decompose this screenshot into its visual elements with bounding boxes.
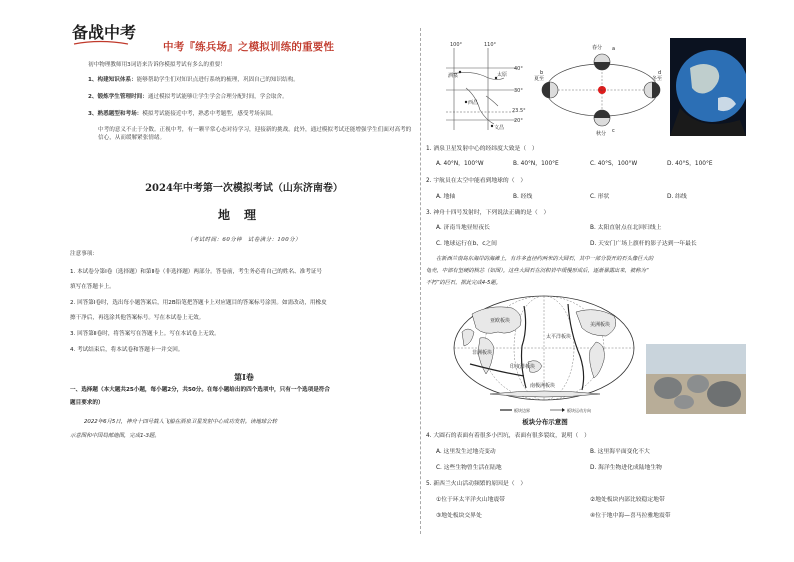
arrow-icon	[562, 408, 565, 412]
promo-closing: 中考的意义不止于分数。正视中考，有一颗平常心态对待学习，迎接新的挑战。此外，通过模拟考试还能增强学生们面对高考的信心，从而缓解紧张情绪。	[98, 127, 412, 141]
plate-label: 南极洲板块	[530, 383, 556, 389]
place-label: 酒泉	[448, 73, 459, 79]
section-instruction: 一、选择题（本大题共25小题，每小题2分，共50分。在每小题给出的四个选项中，只有一个选项是符合	[70, 387, 330, 393]
question-2-option-b[interactable]: B. 经线	[513, 194, 533, 200]
question-3-option-b[interactable]: B. 太阳直射点在北回归线上	[590, 225, 662, 231]
context2-paragraph-end: 不朽”的巨石，据此完成4-5题。	[426, 280, 501, 286]
promo-point-text: 模拟考试能接近中考，熟悉中考题型，感受考场氛围。	[142, 111, 277, 117]
china-map-figure	[446, 40, 530, 136]
promo-point-num: 1、	[88, 77, 98, 83]
legend-boundary: 板块边界	[514, 408, 530, 413]
question-1-option-c[interactable]: C. 40°S，100°W	[590, 161, 638, 167]
question-5-option-3[interactable]: ③地处板块交界处	[436, 513, 482, 519]
orbit-letter: d	[658, 70, 662, 76]
context2-paragraph-cont: 龟壳，中部有坚硬的核芯（如图）。这些大圆石在沉积岩中缓慢形成后，逐渐暴露出来，被称为“	[426, 268, 649, 274]
exam-title: 2024年中考第一次模拟考试（山东济南卷）	[145, 183, 343, 194]
question-2-option-a[interactable]: A. 地轴	[436, 194, 456, 200]
question-4-stem: 4. 大圆石的表面有着很多小凹坑，表面有很多裂纹，说明（ ）	[426, 433, 590, 439]
question-3-option-a[interactable]: A. 济南当地昼短夜长	[436, 225, 490, 231]
exam-meta: （考试时间：60分钟 试卷满分：100分）	[187, 237, 301, 243]
promo-point-text: 通过模拟考试能够让学生学会合理分配时间，学会取舍。	[147, 94, 288, 100]
earth-globe-icon	[594, 54, 610, 70]
logo-text: 备战中考	[72, 23, 137, 42]
earth-orbit-figure	[532, 40, 666, 136]
column-divider	[420, 28, 421, 534]
question-4-option-a[interactable]: A. 这里发生过地壳变动	[436, 449, 496, 455]
question-2-option-d[interactable]: D. 纬线	[667, 194, 687, 200]
exam-subject: 地理	[217, 208, 270, 222]
orbit-letter: c	[612, 128, 615, 134]
note-line: 4. 考试结束后，将本试卷和答题卡一并交回。	[70, 347, 184, 353]
boulder-beach-photo	[646, 344, 746, 414]
plate-distribution-map	[450, 292, 638, 416]
earth-photo	[670, 38, 746, 136]
figure2-caption: 板块分布示意图	[522, 418, 568, 426]
volume-heading: 第Ⅰ卷	[234, 372, 254, 382]
promo-point-lead: 构建知识体系：	[97, 77, 137, 83]
plate-label: 太平洋板块	[546, 334, 572, 340]
question-1-option-b[interactable]: B. 40°N，100°E	[513, 161, 559, 167]
context-paragraph: 2022年6月5日，神舟十四号载人飞船在酒泉卫星发射中心成功发射。读地球公转	[84, 419, 278, 425]
note-line: 1. 本试卷分第Ⅰ卷（选择题）和第Ⅱ卷（非选择题）两部分。答卷前，考生务必将自己的姓名、准考证号	[70, 269, 323, 275]
lat-label: 20°	[514, 118, 523, 124]
question-4-option-d[interactable]: D. 海洋生物进化成陆地生物	[590, 465, 662, 471]
question-5-option-2[interactable]: ②地处板块内部比较稳定地带	[590, 497, 665, 503]
earth-globe-icon	[542, 82, 558, 98]
notes-heading: 注意事项：	[70, 251, 98, 257]
orbit-letter: a	[612, 46, 616, 52]
plate-label: 印度洋板块	[510, 364, 536, 370]
promo-point-lead: 锻炼学生管理时间：	[97, 94, 148, 100]
note-line: 2. 回答第Ⅰ卷时，选出每小题答案后，用2B铅笔把答题卡上对应题目的答案标号涂黑。如需改动，用橡皮	[70, 300, 327, 306]
question-5-option-4[interactable]: ④位于地中海—喜马拉雅地震带	[590, 513, 671, 519]
place-label: 文昌	[494, 125, 505, 131]
promo-point-lead: 熟悉题型和考场：	[97, 111, 143, 117]
note-line: 擦干净后，再选涂其他答案标号。写在本试卷上无效。	[70, 315, 205, 321]
orbit-label: 冬至	[652, 76, 663, 82]
orbit-label: 春分	[592, 45, 603, 51]
lat-label: 40°	[514, 66, 523, 72]
plate-label: 亚欧板块	[490, 318, 511, 324]
context2-paragraph: 在新西兰南岛东海岸的海滩上，有许多直径约两米的大圆石，其中一部分裂开的石头像巨大的	[436, 256, 654, 262]
context-paragraph-cont: 示意图和中国局部地图，完成1-3题。	[70, 433, 160, 439]
question-2-stem: 2. 宇航员在太空中能看到地球的（ ）	[426, 178, 527, 184]
question-3-option-d[interactable]: D. 天安门广场上旗杆的影子达到一年最长	[590, 241, 697, 247]
question-1-stem: 1. 酒泉卫星发射中心的经纬度大致是（ ）	[426, 146, 538, 152]
question-4-option-b[interactable]: B. 这里海平面变化不大	[590, 449, 650, 455]
lon-label: 100°	[450, 42, 463, 48]
plate-label: 非洲板块	[472, 350, 493, 356]
question-5-option-1[interactable]: ①位于环太平洋火山地震带	[436, 497, 505, 503]
question-3-stem: 3. 神舟十四号发射时，下列说法正确的是（ ）	[426, 210, 550, 216]
promo-title: 中考『练兵场』之模拟训练的重要性	[163, 41, 335, 53]
note-line: 3. 回答第Ⅱ卷时，将答案写在答题卡上。写在本试卷上无效。	[70, 331, 220, 337]
section-instruction-cont: 题目要求的）	[70, 400, 104, 406]
earth-globe-icon	[594, 110, 610, 126]
orbit-label: 夏至	[534, 76, 545, 82]
question-5-stem: 5. 新西兰火山活动频繁的原因是（ ）	[426, 481, 527, 487]
lon-label: 110°	[484, 42, 497, 48]
question-1-option-d[interactable]: D. 40°S，100°E	[667, 161, 713, 167]
orbit-label: 秋分	[596, 131, 607, 136]
promo-point-num: 2、	[88, 94, 98, 100]
earth-globe-icon	[644, 82, 660, 98]
promo-point-num: 3、	[88, 111, 98, 117]
question-4-option-c[interactable]: C. 这些生物曾生活在陆地	[436, 465, 502, 471]
legend-direction: 板块运动方向	[567, 408, 591, 413]
orbit-letter: b	[540, 70, 544, 76]
place-label: 太原	[497, 72, 508, 78]
question-2-option-c[interactable]: C. 形状	[590, 194, 610, 200]
note-line: 填写在答题卡上。	[70, 284, 115, 290]
promo-intro: 初中物理教师用3词语来告诉你模拟考试有多么的重要！	[88, 62, 226, 68]
lat-label: 30°	[514, 88, 523, 94]
plate-label: 美洲板块	[590, 322, 611, 328]
question-1-option-a[interactable]: A. 40°N，100°W	[436, 161, 484, 167]
left-column	[70, 14, 418, 548]
lat-label: 23.5°	[512, 108, 526, 114]
promo-point-text: 能够帮助学生们对知识点进行系统的梳理，巩固自己的知识结构。	[136, 77, 299, 83]
place-label: 西昌	[468, 100, 479, 106]
question-3-option-c[interactable]: C. 地球运行在b、c之间	[436, 241, 497, 247]
